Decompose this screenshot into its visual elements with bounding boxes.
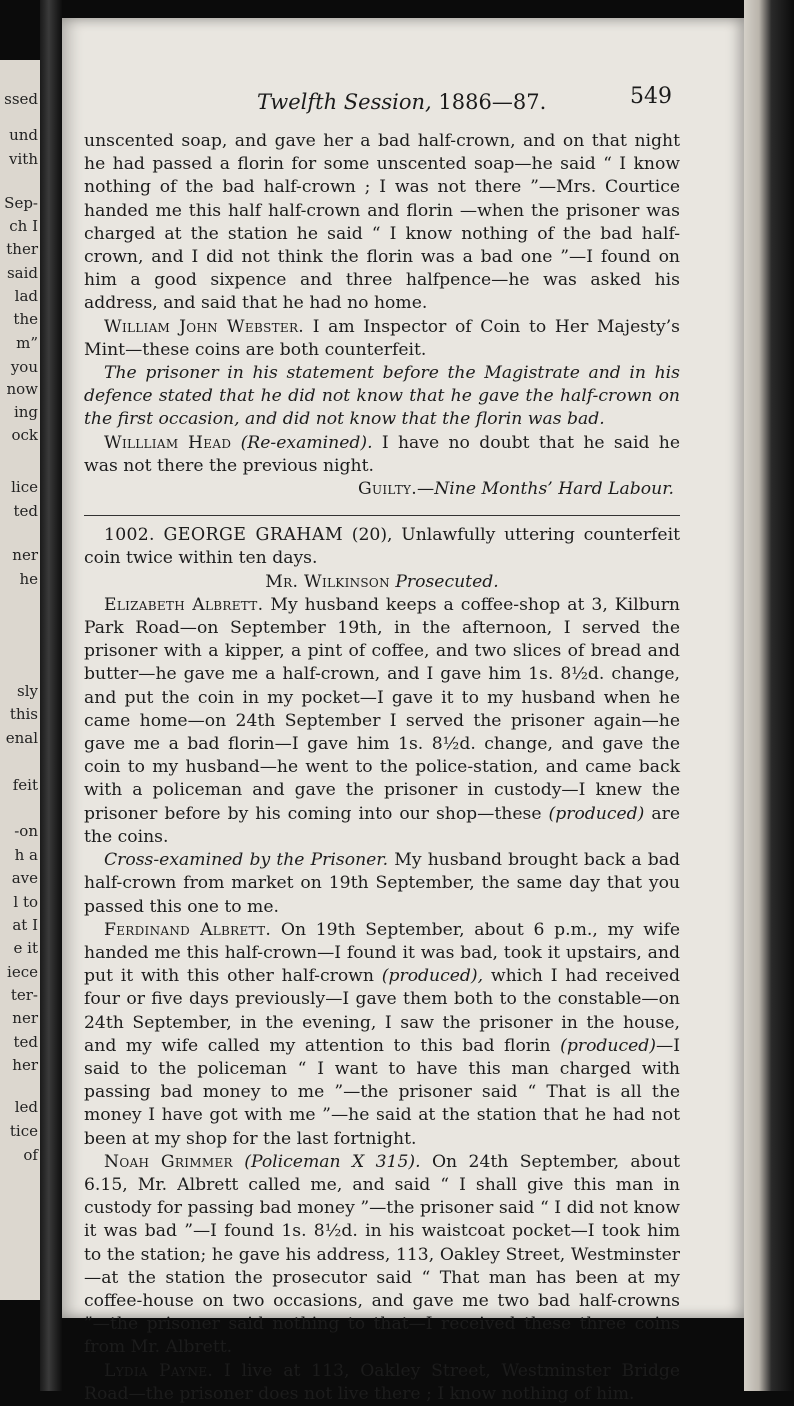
- facing-page-fragment: feit: [12, 776, 38, 794]
- witness-name: Willliam Head: [104, 432, 232, 453]
- section-divider: [84, 515, 680, 516]
- facing-page-fragment: h a: [14, 846, 38, 864]
- produced-note: (produced),: [381, 966, 484, 987]
- case-heading: [84, 524, 680, 570]
- produced-note: (produced): [560, 1035, 657, 1056]
- facing-page-fragment: of: [23, 1146, 38, 1164]
- charge-text: Unlawfully uttering counterfeit coin twice within ten days.: [84, 525, 680, 569]
- witness-name: Elizabeth Albrett.: [104, 594, 264, 615]
- facing-page-fragment: now: [6, 380, 38, 398]
- paragraph-webster: [84, 316, 680, 362]
- page-edge-right: [744, 0, 794, 1391]
- paragraph-noah-grimmer: [84, 1151, 680, 1360]
- facing-page-edge: [0, 60, 40, 1300]
- page-header: [62, 84, 744, 120]
- facing-page-fragment: you: [10, 358, 38, 376]
- facing-page-fragment: lice: [11, 478, 38, 496]
- witness-statement-end: are the coins.: [84, 803, 681, 847]
- witness-statement: I am Inspector of Coin to Her Majesty’s Mint—these coins are both counterfeit.: [84, 316, 681, 360]
- running-head: [257, 90, 546, 114]
- facing-page-fragment: ted: [13, 1033, 38, 1051]
- witness-name: Noah Grimmer: [104, 1151, 233, 1172]
- verdict-sentence: —Nine Months’ Hard Labour.: [417, 479, 674, 500]
- verdict-label: Guilty.: [357, 479, 418, 500]
- facing-page-fragment: iece: [7, 963, 38, 981]
- witness-statement: which I had received four or five days previously—I gave them both to the constable—on 24th September, in the evening, I saw the prisoner in the house, and my wife called my attention to this bad florin: [84, 966, 680, 1056]
- witness-statement: —I said to the policeman “ I want to have this man charged with passing bad money to me ”—the prisoner said “ That is all the money I have got with me ”—he said at the station that he had not been at my shop for the last fortnight.: [84, 1035, 680, 1149]
- facing-page-fragment: Sep-: [4, 194, 38, 212]
- facing-page-fragment: lad: [14, 287, 38, 305]
- facing-page-fragment: he: [19, 570, 38, 588]
- facing-page-fragment: vith: [9, 150, 38, 168]
- facing-page-fragment: at I: [12, 916, 38, 934]
- prosecutor-name: Mr. Wilkinson: [265, 571, 390, 592]
- facing-page-fragment: ner: [12, 1009, 38, 1027]
- witness-role: (Re-examined).: [240, 432, 373, 453]
- witness-role: (Policeman X 315).: [244, 1151, 421, 1172]
- facing-page-fragment: ner: [12, 546, 38, 564]
- facing-page-fragment: sly: [17, 682, 38, 700]
- defendant-age: (20),: [351, 525, 393, 546]
- facing-page-fragment: -on: [14, 822, 38, 840]
- paragraph-ferdinand-albrett: [84, 919, 680, 1151]
- book-gutter: [40, 0, 62, 1391]
- running-head-title: Twelfth Session,: [257, 90, 432, 114]
- facing-page-fragment: ter-: [10, 986, 38, 1004]
- facing-page-fragment: ch I: [9, 217, 38, 235]
- facing-page-fragment: tice: [9, 1122, 38, 1140]
- facing-page-fragment: ing: [13, 403, 38, 421]
- facing-page-fragment: led: [14, 1098, 38, 1116]
- cross-examination-text: My husband brought back a bad half-crown from market on 19th September, the same day that you passed this one to me.: [84, 850, 680, 917]
- facing-page-fragment: ssed: [4, 90, 38, 108]
- prosecution-label: Prosecuted.: [395, 571, 499, 592]
- facing-page-fragment: the: [13, 310, 38, 328]
- facing-page-fragment: ave: [11, 869, 38, 887]
- witness-statement: On 24th September, about 6.15, Mr. Albrett called me, and said “ I shall give this man in custody for passing bad money ”—the prisoner said “ I did not know it was bad ”—I found 1s. 8½d. in his waistcoat pocket—I took him to the station; he gave his address, 113, Oakley Street, Westminster—at the station the prosecutor said “ That man has been at my coffee-house on two occasions, and gave me two bad half-crowns ”—the prisoner said nothing to that—I received these three coins from Mr. Albrett.: [84, 1151, 680, 1358]
- witness-name: Ferdinand Albrett.: [104, 919, 272, 940]
- witness-statement: My husband keeps a coffee-shop at 3, Kilburn Park Road—on September 19th, in the afternoon, I served the prisoner with a kipper, a pint of coffee, and two slices of bread and butter—he gave me a half-crown, and I gave him 1s. 8½d. change, and put the coin in my pocket—I gave it to my husband when he came home—on 24th September I served the prisoner again—he gave me a bad florin—I gave him 1s. 8½d. change, and gave the coin to my husband—he went to the police-station, and came back with a policeman and gave the prisoner in custody—I knew the prisoner before by his coming into our shop—these: [84, 594, 681, 824]
- book-page: [62, 18, 744, 1404]
- witness-name: Lydia Payne.: [104, 1360, 214, 1381]
- witness-statement: On 19th September, about 6 p.m., my wife handed me this half-crown—I found it was bad, took it upstairs, and put it with this other half-crown: [84, 919, 681, 987]
- witness-statement: I live at 113, Oakley Street, Westminster Bridge Road—the prisoner does not live there ; I know nothing of him.: [84, 1360, 680, 1404]
- paragraph-head: [84, 432, 680, 478]
- paragraph-continuation: unscented soap, and gave her a bad half-crown, and on that night he had passed a florin for some unscented soap—he said “ I know nothing of the bad half-crown ; I was not there ”—Mrs. Courtice handed me this half half-crown and florin —when the prisoner was charged at the station he said “ I know nothing of the bad half-crown, and I did not think the florin was a bad one ”—I found on him a good sixpence and three halfpence—he was asked his address, and said that he had no home.: [84, 131, 680, 314]
- body-text: [84, 130, 680, 1406]
- defendant-name: GEORGE GRAHAM: [163, 525, 344, 546]
- paragraph-cross-examination: [84, 849, 680, 919]
- facing-page-fragment: her: [12, 1056, 38, 1074]
- witness-name: William John Webster.: [104, 316, 305, 337]
- paragraph-prisoner-statement: The prisoner in his statement before the Magistrate and in his defence stated that he did not know that he gave the half-crown on the first occasion, and did not know that the florin was bad.: [84, 363, 680, 430]
- produced-note: (produced): [548, 803, 645, 824]
- running-head-year: 1886—87.: [438, 90, 547, 114]
- paragraph-lydia-payne: [84, 1360, 680, 1406]
- facing-page-fragment: ted: [13, 502, 38, 520]
- facing-page-fragment: e it: [13, 939, 38, 957]
- paragraph-elizabeth-albrett: [84, 594, 680, 849]
- facing-page-fragment: this: [9, 705, 38, 723]
- cross-examined-label: Cross-examined by the Prisoner.: [104, 850, 389, 871]
- facing-page-fragment: und: [9, 126, 38, 144]
- verdict: [84, 478, 680, 501]
- facing-page-fragment: ther: [6, 240, 38, 258]
- facing-page-fragment: said: [6, 264, 38, 282]
- facing-page-fragment: m”: [16, 334, 38, 352]
- prosecution-line: [84, 571, 680, 594]
- witness-statement: I have no doubt that he said he was not there the previous night.: [84, 432, 681, 476]
- case-number: 1002.: [104, 525, 155, 546]
- facing-page-fragment: enal: [5, 729, 38, 747]
- page-number: 549: [630, 84, 672, 109]
- facing-page-fragment: l to: [13, 893, 38, 911]
- facing-page-fragment: ock: [11, 426, 38, 444]
